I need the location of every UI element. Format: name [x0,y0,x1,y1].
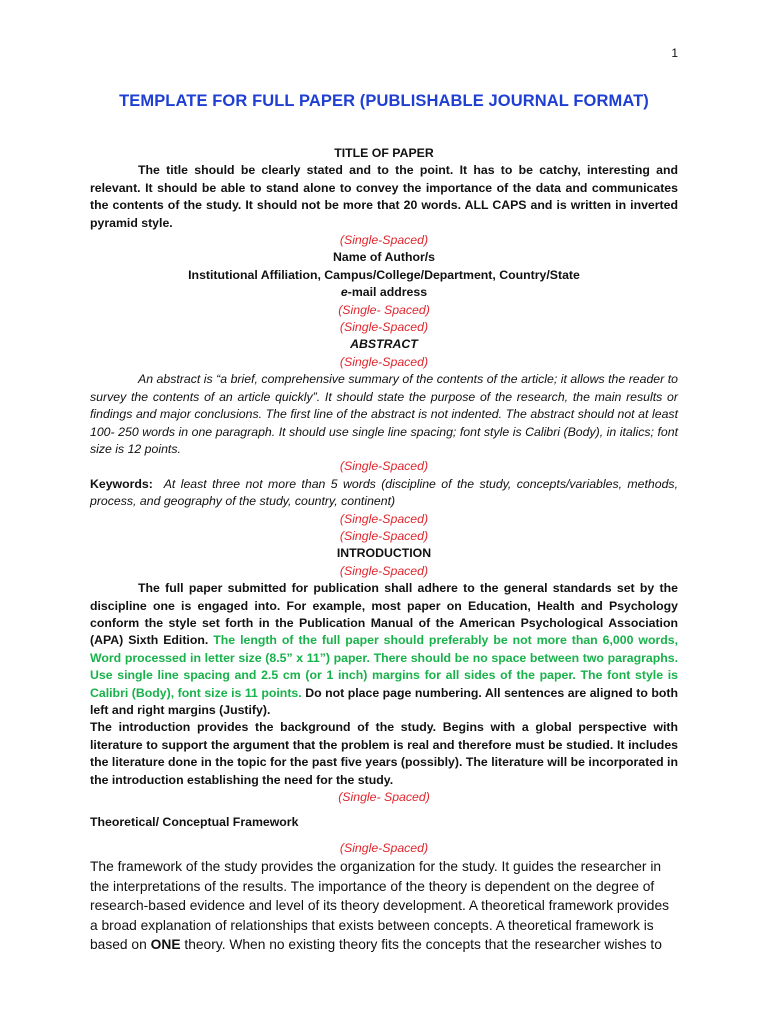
document-heading: TEMPLATE FOR FULL PAPER (PUBLISHABLE JOURNAL FORMAT) [119,92,649,110]
spacing-note: (Single-Spaced) [339,528,429,543]
affiliation: Institutional Affiliation, Campus/College/Department, Country/State [188,267,580,282]
introduction-text-2: The introduction provides the background of the study. Begins with a global perspective with literature to support the argument that the problem is real and therefore must be studied. It includes the literature done in the topic for the past five years (possibly). The literature will be incorporated in the introduction establishing the need for the study. [90,720,678,787]
spacing-note: (Single-Spaced) [339,563,429,578]
document-body [90,145,678,955]
framework-text [90,857,678,955]
title-label: TITLE OF PAPER [334,146,434,160]
spacing-note: (Single-Spaced) [339,320,429,335]
spacing-note: (Single-Spaced) [339,459,429,474]
keywords-label: Keywords: [90,476,153,491]
spacing-note: (Single- Spaced) [338,790,430,805]
spacing-note: (Single-Spaced) [339,233,429,248]
intro-green-note: The length of the full paper should preferably be not more than 6,000 words, Word processed in letter size (8.5” x 11”) paper. There should be no space between two paragraphs. Use single line spacing and 2.5 cm (or 1 inch) margins for all sides of the paper. The font style is Calibri (Body), font size is 11 points. [90,633,679,700]
intro-p2: Do not place page numbering. All sentences are aligned to both left and right margins (Justify). [90,685,679,717]
spacing-note: (Single-Spaced) [339,511,429,526]
author-name: Name of Author/s [332,250,436,265]
abstract-label: ABSTRACT [350,337,418,352]
framework-label: Theoretical/ Conceptual Framework [90,815,299,830]
email-e: e [340,285,348,300]
keywords-text: At least three not more than 5 words (discipline of the study, concepts/variables, methods, process, and geography of the study, country, continent) [90,476,678,509]
framework-p1: The framework of the study provides the organization for the study. It guides the researcher in the interpretations of the results. The importance of the theory is dependent on the degree of research-based evidence and level of its theory development. A theoretical framework provides a broad explanation of relationships that exists between concepts. A theoretical framework is based on [90,859,670,953]
introduction-label: INTRODUCTION [336,546,432,561]
framework-p2: theory. When no existing theory fits the concepts that the researcher wishes to [184,937,662,953]
keywords [90,476,678,511]
spacing-note: (Single-Spaced) [339,354,429,369]
page-number: 1 [671,46,678,60]
email-address [90,284,678,301]
intro-p1: The full paper submitted for publication shall adhere to the general standards set by the discipline one is engaged into. For example, most paper on Education, Health and Psychology conform the style set forth in the Publication Manual of the American Psychological Association (APA) Sixth Edition. [90,581,678,648]
email-rest: -mail address [347,285,428,300]
spacing-note: (Single- Spaced) [338,302,430,317]
abstract-text: An abstract is “a brief, comprehensive summary of the contents of the article; it allows the reader to survey the contents of an article quickly”. It should state the purpose of the research, the main results or findings and major conclusions. The first line of the abstract is not indented. The abstract should not at least 100- 250 words in one paragraph. It should use single line spacing; font style is Calibri (Body), in italics; font size is 12 points. [90,372,678,456]
title-description: The title should be clearly stated and to the point. It has to be catchy, interesting and relevant. It should be able to stand alone to convey the importance of the data and communicates the contents of the study. It should not be more that 20 words. ALL CAPS and is written in inverted pyramid style. [90,163,678,230]
spacing-note: (Single-Spaced) [339,840,429,855]
introduction-text [90,580,678,719]
framework-bold: ONE [150,937,181,953]
